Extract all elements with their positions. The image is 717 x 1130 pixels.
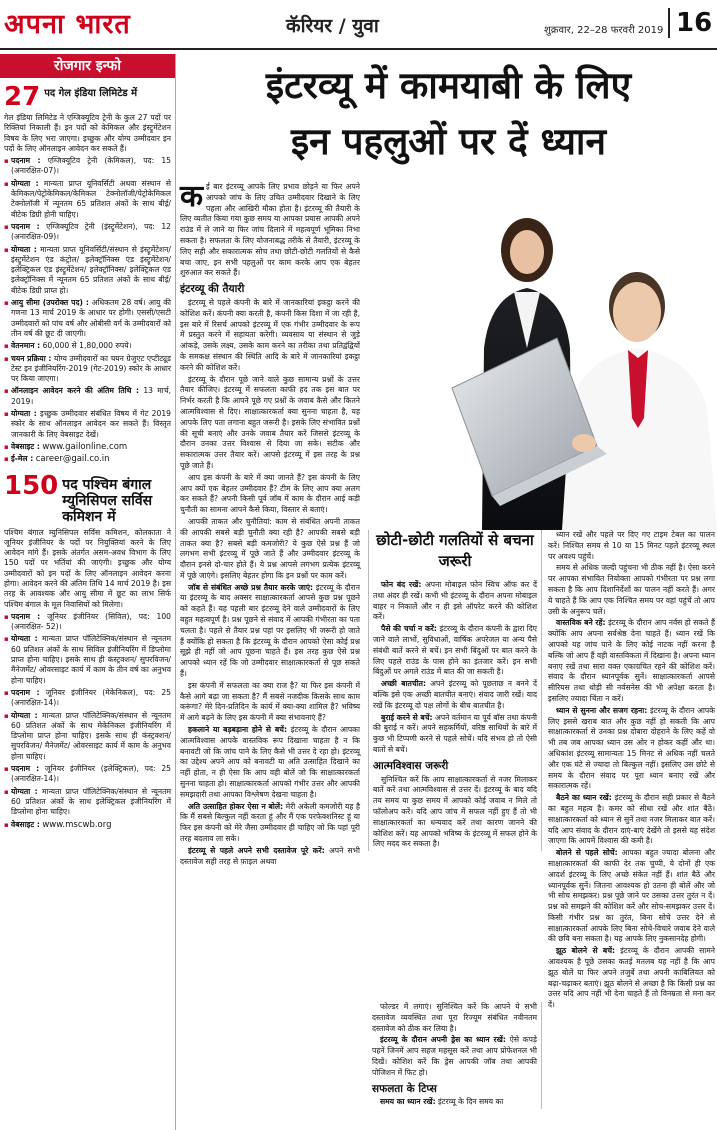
- issue-date: शुक्रवार, 22–28 फरवरी 2019: [544, 25, 664, 36]
- paragraph: आप इस कंपनी के बारे में क्या जानते हैं? इस कंपनी के लिए आप क्यों एक बेहतर उम्मीदवार हैं? टीम के लिए आप क्या अलग कर सकते हैं? अपनी किसी पूर्व जॉब में काम के दौरान आई कड़ी चुनौती का सामना आपने कैसे किया, विस्तार से बताएं।: [180, 472, 360, 515]
- subhead-confidence: आत्मविश्वास जरूरी: [373, 759, 449, 772]
- job-contact-item: ▪ वेबसाइट : www.mscwb.org: [4, 820, 171, 830]
- job-detail-item: ▪ योग्यता : मान्यता प्राप्त पॉलिटेक्निक/संस्थान से न्यूनतम 60 प्रतिशत अंकों के साथ मेकेनिकल इंजीनियरिंग में डिप्लोमा प्राप्त होना चाहिए। इसके साथ ही कंस्ट्रक्शन/ सुपरविजन/ मैनेजमेंट/ ओवरसाइट कार्य में काम के अनुभव होना चाहिए।: [4, 711, 171, 762]
- job-detail-item: ▪ पदनाम : जूनियर इंजीनियर (मेकेनिकल), पद: 25 (अनारक्षित-14)।: [4, 688, 171, 709]
- subhead-preparation: इंटरव्यू की तैयारी: [180, 283, 245, 296]
- job-detail-item: ▪ चयन प्रक्रिया : योग्य उम्मीदवारों का चयन ग्रेजुएट एप्टीट्यूड टेस्ट इन इंजीनियरिंग-2019 (गेट-2019) स्कोर के आधार पर किया जाएगा।: [4, 354, 171, 385]
- job1-count: 27: [4, 82, 41, 112]
- job-detail-item: ▪ पदनाम : एग्जिक्यूटिव ट्रेनी (केमिकल), पद: 15 (अनारक्षित-07)।: [4, 156, 171, 177]
- bottom-middle-column: [368, 1002, 542, 1109]
- paragraph: ध्यान रखें और पहले पर दिए गए टाइम टेबल का पालन करें। निश्चित समय से 10 या 15 मिनट पहले इंटरव्यू स्थल पर अवश्य पहुंचें।: [548, 530, 715, 561]
- paragraph: हकलाने या बड़बड़ाना होने से बचें: इंटरव्यू के दौरान आपका आत्मविश्वास आपके वास्तविक रूप दिखाना चाहता है न कि बनावटी जो कि जांच पाने के लिए कैसे भी उत्तर दे रहा हो। इंटरव्यू का उद्देश्य अपने आप को बनावटी या अति उत्साहित दिखाने का नहीं होता, न ही ऐसा कि आप वही बोलें जो कि साक्षात्कारकर्ता सुनना चाहता हो। साक्षात्कारकर्ता आपको गंभीर उत्तर और आपकी समझदारी तथा आपका विश्लेषण देखना चाहता है।: [180, 725, 360, 799]
- paragraph: अच्छी बातचीत: अपने इंटरव्यू को पूछताछ न बनने दें बल्कि इसे एक अच्छी बातचीत बनाएं। संवाद जारी रखें। याद रखें कि इंटरव्यू दो पक्ष लोगों के बीच बातचीत है।: [373, 679, 537, 710]
- job2-count: 150: [4, 470, 59, 501]
- article-right-column: [548, 530, 717, 1012]
- paragraph: आपकी ताकत और चुनौतियां: काम से संबंधित अपनी ताकत की आपकी सबसे बड़ी चुनौती क्या रही है? आपकी सबसे बड़ी ताकत क्या है? सबसे बड़ी कमजोरी? ये कुछ ऐसे प्रश्न हैं जो लगभग सभी इंटरव्यू में पूछे जाते हैं और उम्मीदवार इंटरव्यू के दौरान इनसे दो-चार होते हैं। ये प्रश्न आपसे लगभग प्रत्येक इंटरव्यू में पूछे जाएंगे। इसलिए बेहतर होगा कि इन प्रश्नों पर काम करें।: [180, 516, 360, 580]
- paragraph: इंटरव्यू के दौरान पूछे जाने वाले कुछ सामान्य प्रश्नों के उत्तर तैयार कीजिए। इंटरव्यू में सफलता काफी हद तक इस बात पर निर्भर करती है कि आपने पूछे गए प्रश्नों के जवाब कैसे और कितने आत्मविश्वास से दिए। साक्षात्कारकर्ता क्या सुनना चाहता है, यह आपके लिए पता लगाना बहुत जरूरी है। इसके लिए संभावित प्रश्नों की सूची बनाएं और उनके जवाब तैयार करें जिससे इंटरव्यू के दौरान उनका उत्तर विश्वास से दिया जा सके। सटीक और सकारात्मक उत्तर तैयार करें। आपसे इंटरव्यू में इस तरह के प्रश्न पूछे जाते हैं।: [180, 374, 360, 470]
- section-name: कॅरियर / युवा: [286, 15, 379, 37]
- article-headline: [180, 58, 717, 170]
- headline-line-2: इन पहलुओं पर दें ध्यान: [290, 120, 607, 163]
- article-lead: कई बार इंटरव्यू आपके लिए प्रभाव छोड़ने या फिर अपने आपको जांच के लिए उचित उम्मीदवार दिखाने के लिए पहला और आखिरी मौका होता है। इंटरव्यू की तैयारी के लिए व्यतीत किया गया कुछ समय या आपका प्रयास आपकी अपने राउंड में ले जाने या फिर जांच दिलाने में महत्वपूर्ण भूमिका निभा सकता है। सफलता के लिए योजनाबद्ध तरीके से तैयारी, इंटरव्यू के लिए सही और सकारात्मक सोच तथा छोटी-छोटी गलतियों से कैसे बचा जाए, इन सभी पहलुओं पर काम करके आप एक बेहतर शुरुआत कर सकते हैं।: [180, 179, 360, 278]
- job-detail-item: ▪ पदनाम : जूनियर इंजीनियर (सिविल), पद: 100 (अनारक्षित- 52)।: [4, 612, 171, 633]
- job-detail-item: ▪ योग्यता : मान्यता प्राप्त यूनिवर्सिटी/संस्थान से इंस्ट्रूमेंटेशन/ इंस्ट्रूमेंटेशन एंड कंट्रोल/ इलेक्ट्रॉनिक्स एंड इंस्ट्रूमेंटेशन/ इलेक्ट्रिकल एंड इंस्ट्रूमेंटेशन/ इलेक्ट्रॉनिक्स/ इलेक्ट्रिकल एंड इलेक्ट्रॉनिक्स में न्यूनतम 65 प्रतिशत अंकों के साथ बीई/बीटेक डिग्री प्राप्त हो।: [4, 245, 171, 296]
- paragraph: इस कंपनी में सफलता का क्या राज है? या फिर इस कंपनी में कैसे आगे बढ़ा जा सकता है? मैं सबसे नजदीक किसके साथ काम करूंगा? मेरे दिन-प्रतिदिन के कार्य में क्या-क्या शामिल है? भविष्य में आगे बढ़ने के लिए इस कंपनी में क्या संभावनाएं हैं?: [180, 680, 360, 723]
- job2-intro: पश्चिम बंगाल म्युनिसिपल सर्विस कमिशन, कोलकाता ने जूनियर इंजीनियर के पदों पर नियुक्तियां करने के लिए आवेदन मांगे हैं। इसके अंतर्गत असम-अवध विभाग के लिए 150 पदों पर भर्तियां की जाएंगी। इच्छुक और योग्य उम्मीदवारों को इन पदों के लिए ऑनलाइन आवेदन करना होगा। आवेदन करने की अंतिम तिथि 14 मार्च 2019 है। इस तरह के आवश्यक और आयु सीमा में छूट का लाभ सिर्फ पश्चिम बंगाल के मूल निवासियों को मिलेगा।: [4, 527, 171, 609]
- job1-intro: गेल इंडिया लिमिटेड ने एग्जिक्यूटिव ट्रेनी के कुल 27 पदों पर रिक्तियां निकाली हैं। इन पदों को केमिकल और इंस्ट्रूमेंटेशन विषय के लिए भरा जाएगा। इच्छुक और योग्य उम्मीदवार इन पदों के लिए ऑनलाइन आवेदन कर सकते हैं।: [4, 113, 171, 153]
- paragraph: बोलने से पहले सोचें: आपका बहुत ज्यादा बोलना और साक्षात्कारकर्ता की काफी देर तक चुप्पी, ये दोनों ही एक आदर्श इंटरव्यू के लिए अच्छे संकेत नहीं हैं। शांत बैठें और ध्यानपूर्वक सुनें। जितना आवश्यक हो उतना ही बोलें और जो भी सोच समझकर। प्रश्न पूछे जाने पर उसका उत्तर तुरंत न दें। प्रश्न को समझने की कोशिश करें और सोच-समझकर उत्तर दें। किसी गंभीर प्रश्न का तुरंत, बिना सोचे उत्तर देने से साक्षात्कारकर्ता आपके लिए बिना सोचे-विचारे जवाब देने वाले की छवि बना सकता है। यह आपके लिए नुकसानदेह होगी।: [548, 848, 715, 944]
- paragraph: वास्तविक बने रहें: इंटरव्यू के दौरान आप नर्वस हो सकते हैं क्योंकि आप अपना सर्वश्रेष्ठ देना चाहते हैं। ध्यान रखें कि आपको यह जांच पाने के लिए कोई नाटक नहीं करना है बल्कि जो आप हैं वही वास्तविकता में दिखाना है। अपना ध्यान बनाए रखें तथा सारा वक्त एकाग्रचित रहने की कोशिश करें। संवाद के दौरान ध्यानपूर्वक सुनें। साक्षात्कारकर्ता आपसे सीरियस तथा थोड़ी सी नर्वसनेस की भी अपेक्षा करता है। इसलिए ज्यादा चिंता न करें।: [548, 618, 715, 703]
- job1-title: पद गेल इंडिया लिमिटेड में: [44, 88, 138, 99]
- job-detail-item: ▪ आयु सीमा (उपरोक्त पद) : अधिकतम 28 वर्ष। आयु की गणना 13 मार्च 2019 के आधार पर होगी। एससी/एसटी उम्मीदवारों को पांच वर्ष और ओबीसी वर्ग के उम्मीदवारों को तीन वर्ष की छूट दी जाएगी।: [4, 298, 171, 339]
- paragraph: सुनिश्चित करें कि आप साक्षात्कारकर्ता से नजर मिलाकर बातें करें तथा आत्मविश्वास से उत्तर दें। इंटरव्यू के बाद यदि तय समय या कुछ समय में आपको कोई जवाब न मिले तो फॉलोअप करें। यदि आप जांच में सफल नहीं हुए हैं तो भी साक्षात्कारकर्ता का धन्यवाद करें तथा कारण जानने की कोशिश करें। यह आपको भविष्य के इंटरव्यू में सफल होने के लिए मदद कर सकता है।: [373, 774, 537, 849]
- paragraph: इंटरव्यू के दौरान अपनी ड्रेस का ध्यान रखें: ऐसे कपड़े पहनें जिनमें आप सहज महसूस करें तथा आप प्रोफेशनल भी दिखें। कोशिश करें कि ड्रेस आपकी जॉब तथा आपकी पोजिशन में फिट हो।: [372, 1035, 537, 1077]
- job-detail-item: ▪ ऑनलाइन आवेदन करने की अंतिम तिथि : 13 मार्च, 2019।: [4, 386, 171, 407]
- job-info-sidebar: [0, 54, 176, 1130]
- job-detail-item: ▪ पदनाम : जूनियर इंजीनियर (इलेक्ट्रिकल), पद: 25 (अनारक्षित-14)।: [4, 764, 171, 785]
- job-detail-item: ▪ योग्यता : मान्यता प्राप्त पॉलिटेक्निक/संस्थान से न्यूनतम 60 प्रतिशत अंकों के साथ इलेक्ट्रिकल इंजीनियरिंग में डिप्लोमा होना चाहिए।: [4, 787, 171, 818]
- article-photo: [432, 188, 717, 530]
- paragraph: जॉब से संबंधित अच्छे प्रश्न तैयार करके जाएं: इंटरव्यू के दौरान या इंटरव्यू के बाद अक्सर साक्षात्कारकर्ता आपसे कुछ प्रश्न पूछने को कहते हैं। यह पहली बार इंटरव्यू देने वाले उम्मीदवारों के लिए बहुत महत्वपूर्ण है। प्रश्न पूछने से संवाद में आपकी गंभीरता का पता चलता है। पहले से तैयार प्रश्न पहां पर इसलिए भी जरूरी हो जाते हैं क्योंकि हो सकता है कि इंटरव्यू के दौरान आपको ऐसा कोई प्रश्न सूझे ही नहीं जो आप पूछना चाहते हैं। इस तरह कुछ ऐसे प्रश्न आपको ध्यान रहें कि जो उम्मीदवार साक्षात्कारकर्ता से पूछ सकते हैं।: [180, 582, 360, 679]
- paragraph: पैसे की चर्चा न करें: इंटरव्यू के दौरान कंपनी के द्वारा दिए जाने वाले लाभों, सुविधाओं, वार्षिक अपरेजल या अन्य पैसे संबंधी बातें करने से बचें। इन सभी बिंदुओं पर बात करने के लिए पहले राउंड के पास होने का इंतजार करें। इन सभी बिंदुओं पर अगले राउंड में बात की जा सकती है।: [373, 624, 537, 677]
- paragraph: अति उत्साहित होकर ऐसा न बोलें: मेरी अकेली कमजोरी यह है कि मैं सबसे बिल्कुल नहीं करता हूं और मैं एक परफेक्शनिस्ट हूं या फिर इस कंपनी को मेरे जैसा उम्मीदवार ही चाहिए जो कि पहां पूरी तरह बदलाव ला सके।: [180, 801, 360, 844]
- paragraph: बुराई करने से बचें: अपने वर्तमान या पूर्व बॉस तथा कंपनी की बुराई न करें। अपने सहकर्मियों, वरिष्ठ साथियों के बारे में कुछ भी टिप्पणी करने से पहले सोचें। यदि संभव हो तो ऐसी बातों से बचें।: [373, 712, 537, 754]
- paragraph: समय से अधिक जल्दी पहुंचना भी ठीक नहीं है। ऐसा करने पर आपका संभावित नियोक्ता आपको गंभीरता पर प्रश्न लगा सकता है कि आप दिशानिर्देशों का पालन नहीं करते हैं। अगर ये चाहते हैं कि आप एक निश्चित समय पर वहां पहुंचें तो आप उसी के अनुरूप चलें।: [548, 563, 715, 616]
- job1-details: [4, 156, 171, 464]
- dropcap: क: [180, 179, 204, 214]
- job2-title: पद पश्चिम बंगाल म्युनिसिपल सर्विस कमिशन में: [62, 476, 153, 525]
- paragraph: बैठने का ध्यान रखें: इंटरव्यू के दौरान सही प्रकार से बैठने का बहुत महत्व है। कमर को सीधा रखें और शांत बैठें। साक्षात्कारकर्ता को ध्यान से सुनें तथा नजर मिलाकर बात करें। यदि आप संवाद के दौरान दाएं-बाएं देखेंगे तो इससे यह संदेश जाएगा कि आपमें विश्वास की कमी है।: [548, 793, 715, 846]
- article-main-column: [180, 179, 360, 868]
- job1-heading: [4, 84, 171, 110]
- subhead-tips: सफलता के टिप्स: [372, 1082, 437, 1095]
- headline-line-1: इंटरव्यू में कामयाबी के लिए: [265, 64, 632, 107]
- job-contact-item: ▪ ई-मेल : career@gail.co.in: [4, 454, 171, 464]
- job-contact-item: ▪ वेबसाइट : www.gailonline.com: [4, 442, 171, 452]
- paragraph: इंटरव्यू से पहले अपने सभी दस्तावेज पूरे करें: अपने सभी दस्तावेज सही तरह से फ़ाइल अथवा: [180, 845, 360, 866]
- box-title: छोटी-छोटी गलतियों से बचना जरूरी: [376, 531, 534, 570]
- masthead: अपना भारत: [4, 9, 131, 40]
- job2-details: [4, 612, 171, 830]
- page-number: 16: [668, 8, 712, 38]
- interview-people-illustration: [432, 188, 717, 530]
- paragraph: झूठ बोलने से बचें: इंटरव्यू के दौरान आपकी सामने आवश्यक है पूछे उसका कतई मतलब यह नहीं है कि आप झूठ बोलें या फिर अपने तजुर्बे तथा अपनी काबिलियत को बढ़ा-चढ़ाकर बताएं। झूठ बोलने से अच्छा है कि किसी प्रश्न का उत्तर यदि आप नहीं भी देना चाहते हैं तो विनम्रता से मना कर दें।: [548, 946, 715, 1010]
- paragraph: समय का ध्यान रखें: इंटरव्यू के दिन समय का: [380, 1097, 504, 1107]
- job2-heading: [4, 470, 171, 525]
- job-detail-item: ▪ योग्यता : मान्यता प्राप्त यूनिवर्सिटी अथवा संस्थान से केमिकल/पेट्रोकेमिकल/केमिकल टेक्नोलॉजी/पेट्रोकेमिकल टेक्नोलॉजी में न्यूनतम 65 प्रतिशत अंकों के साथ बीई/बीटेक डिग्री होनी चाहिए।: [4, 179, 171, 220]
- mistakes-box: [368, 530, 542, 851]
- page-header: [0, 0, 717, 50]
- paragraph: इंटरव्यू से पहले कंपनी के बारे में जानकारियां इकट्ठा करने की कोशिश करें। कंपनी क्या करती है, कंपनी किस दिशा में जा रही है, इस बारे में रिसर्च आपको इंटरव्यू में एक गंभीर उम्मीदवार के रूप में प्रस्तुत करने में सहायता करेगी। व्यवसाय या संस्थान से जुड़े आंकड़े, उसके लक्ष्य, उसके काम करने का तरीका तथा प्रतिद्वंद्वियों के समकक्ष संस्थान की स्थिति आदि के बारे में जानकारियां इकट्ठा करने की कोशिश करें।: [180, 297, 360, 372]
- sidebar-title: रोजगार इन्फो: [0, 54, 175, 78]
- paragraph: ध्यान से सुनना और सजग रहना: इंटरव्यू के दौरान आपके लिए इससे खराब बात और कुछ नहीं हो सकती कि आप साक्षात्कारकर्ता से उनका प्रश्न दोबारा दोहराने के लिए कहें वो भी तब जब आपका ध्यान उस ओर न होकर कहीं और था। अधिकांश इंटरव्यू सामान्यतः 15 मिनट से अधिक नहीं चलते और एक घंटे से ज्यादा तो बिल्कुल नहीं। इसलिए उस छोटे से समय के दौरान संवाद पर पूरा ध्यान बनाए रखें और सकारात्मक रहें।: [548, 705, 715, 791]
- paragraph: फोन बंद रखें: अपना मोबाइल फोन स्विच ऑफ कर दें तथा अंदर ही रखें। कभी भी इंटरव्यू के दौरान अपना मोबाइल बाहर न निकालें और न ही इसे ऑपरेट करने की कोशिश करें।: [373, 580, 537, 622]
- paragraph: फोल्डर में लगाएं। सुनिश्चित करें कि आपने ये सभी दस्तावेज व्यवस्थित तथा पूरा रिज्यूम संबंधित नवीनतम दस्तावेज को ठीक कर लिया है।: [372, 1002, 537, 1033]
- job-detail-item: ▪ पदनाम : एग्जिक्यूटिव ट्रेनी (इंस्ट्रूमेंटेशन), पद: 12 (अनारक्षित-09)।: [4, 222, 171, 243]
- job-detail-item: ▪ योग्यता : मान्यता प्राप्त पॉलिटेक्निक/संस्थान से न्यूनतम 60 प्रतिशत अंकों के साथ सिविल इंजीनियरिंग में डिप्लोमा प्राप्त होना चाहिए। इसके साथ ही कंस्ट्रक्शन/ सुपरविजन/ मैनेजमेंट/ ओवरसाइट कार्य में काम के तीन वर्ष का अनुभव होना चाहिए।: [4, 634, 171, 685]
- job-detail-item: ▪ वेतनमान : 60,000 से 1,80,000 रुपये।: [4, 341, 171, 351]
- job-detail-item: ▪ योग्यता : इच्छुक उम्मीदवार संबंधित विषय में गेट 2019 स्कोर के साथ ऑनलाइन आवेदन कर सकते हैं। विस्तृत जानकारी के लिए वेबसाइट देखें।: [4, 409, 171, 440]
